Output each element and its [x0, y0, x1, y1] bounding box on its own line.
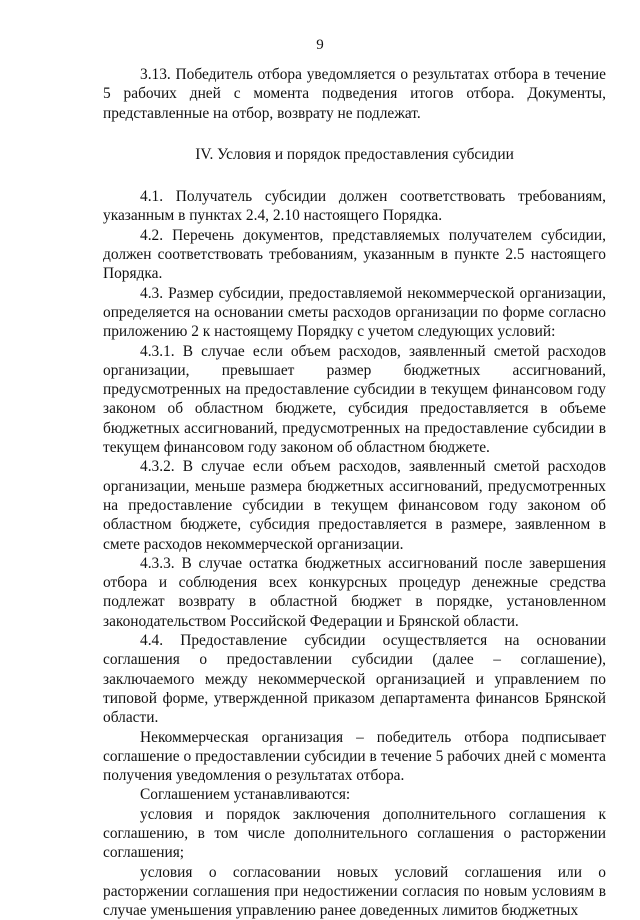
paragraph-4-3-1: 4.3.1. В случае если объем расходов, заявленный сметой расходов организации, превышает размер бюджетных ассигнований, предусмотренных на предоставление субсидии в текущем финансовом году законом об областном бюджете, субсидия предоставляется в объеме бюджетных ассигнований, предусмотренных на предоставление субсидии в текущем финансовом году законом об областном бюджете. [103, 342, 606, 457]
paragraph-condition-1: условия и порядок заключения дополнительного соглашения к соглашению, в том числе дополнительного соглашения о расторжении соглашения; [103, 805, 606, 862]
paragraph-4-3-2: 4.3.2. В случае если объем расходов, заявленный сметой расходов организации, меньше размера бюджетных ассигнований, предусмотренных на предоставление субсидии в текущем финансовом году законом об областном бюджете, субсидия предоставляется в размере, заявленном в смете расходов некоммерческой организации. [103, 458, 606, 553]
paragraph-4-1: 4.1. Получатель субсидии должен соответствовать требованиям, указанным в пунктах 2.4, 2.10 настоящего Порядка. [103, 188, 606, 225]
document-body [103, 65, 606, 920]
paragraph-condition-2: условия о согласовании новых условий соглашения или о расторжении соглашения при недостижении согласия по новым условиям в случае уменьшения управлению ранее доведенных лимитов бюджетных [103, 863, 606, 920]
paragraph-4-4: 4.4. Предоставление субсидии осуществляется на основании соглашения о предоставлении субсидии (далее – соглашение), заключаемого между некоммерческой организацией и управлением по типовой форме, утвержденной приказом департамента финансов Брянской области. [103, 632, 606, 727]
paragraph-4-2: 4.2. Перечень документов, представляемых получателем субсидии, должен соответствовать требованиям, указанным в пункте 2.5 настоящего Порядка. [103, 226, 606, 283]
paragraph-3-13: 3.13. Победитель отбора уведомляется о результатах отбора в течение 5 рабочих дней с момента подведения итогов отбора. Документы, представленные на отбор, возврату не подлежат. [103, 66, 606, 122]
paragraph-agreement-intro: Соглашением устанавливаются: [140, 786, 351, 804]
paragraph-signing: Некоммерческая организация – победитель отбора подписывает соглашение о предоставлении субсидии в течение 5 рабочих дней с момента получения уведомления о результатах отбора. [103, 728, 606, 785]
page-number: 9 [316, 37, 324, 53]
paragraph-4-3-3: 4.3.3. В случае остатка бюджетных ассигнований после завершения отбора и соблюдения всех конкурсных процедур денежные средства подлежат возврату в областной бюджет в порядке, установленном законодательством Российской Федерации и Брянской области. [103, 554, 606, 630]
section-heading: IV. Условия и порядок предоставления субсидии [195, 145, 514, 163]
paragraph-4-3: 4.3. Размер субсидии, предоставляемой некоммерческой организации, определяется на основании сметы расходов организации по форме согласно приложению 2 к настоящему Порядку с учетом следующих условий: [103, 284, 606, 341]
